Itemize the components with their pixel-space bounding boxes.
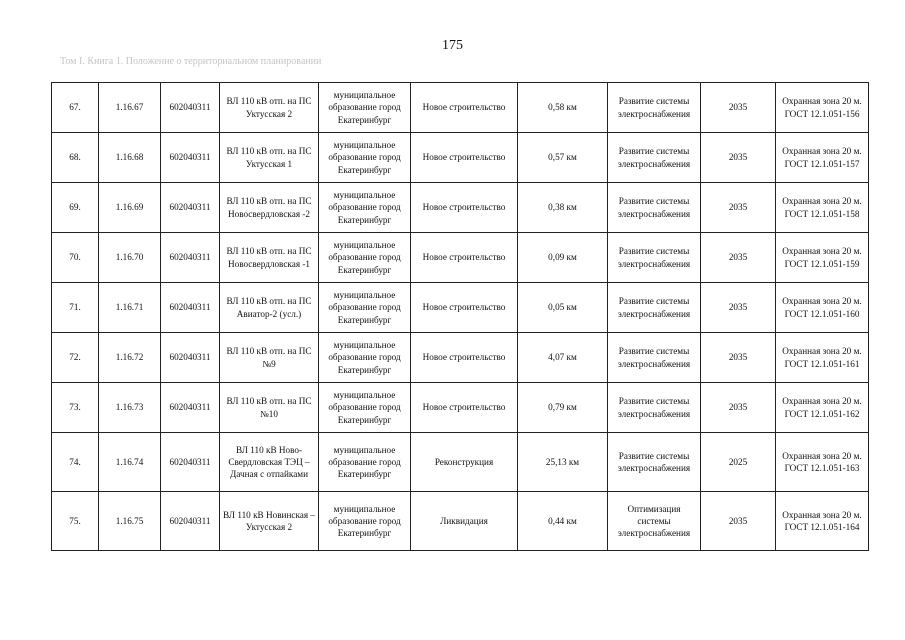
- object-id-cell: 1.16.69: [99, 183, 161, 233]
- work-type-cell: Новое строительство: [411, 133, 518, 183]
- length-cell: 0,58 км: [518, 83, 608, 133]
- table-row: [52, 433, 869, 492]
- protection-zone-cell: Охранная зона 20 м. ГОСТ 12.1.051-156: [776, 83, 869, 133]
- row-number-cell: 68.: [52, 133, 99, 183]
- location-cell: муниципальное образование город Екатеринбург: [319, 133, 411, 183]
- length-cell: 0,05 км: [518, 283, 608, 333]
- purpose-cell: Развитие системы электроснабжения: [608, 283, 701, 333]
- object-code-cell: 602040311: [161, 283, 220, 333]
- year-cell: 2035: [701, 83, 776, 133]
- object-code-cell: 602040311: [161, 333, 220, 383]
- protection-zone-cell: Охранная зона 20 м. ГОСТ 12.1.051-158: [776, 183, 869, 233]
- protection-zone-cell: Охранная зона 20 м. ГОСТ 12.1.051-157: [776, 133, 869, 183]
- table-row: [52, 283, 869, 333]
- row-number-cell: 70.: [52, 233, 99, 283]
- work-type-cell: Новое строительство: [411, 83, 518, 133]
- work-type-cell: Новое строительство: [411, 333, 518, 383]
- purpose-cell: Развитие системы электроснабжения: [608, 133, 701, 183]
- object-id-cell: 1.16.72: [99, 333, 161, 383]
- table-row: [52, 133, 869, 183]
- object-code-cell: 602040311: [161, 433, 220, 492]
- length-cell: 0,09 км: [518, 233, 608, 283]
- object-name-cell: ВЛ 110 кВ отп. на ПС №10: [220, 383, 319, 433]
- year-cell: 2035: [701, 133, 776, 183]
- row-number-cell: 73.: [52, 383, 99, 433]
- protection-zone-cell: Охранная зона 20 м. ГОСТ 12.1.051-160: [776, 283, 869, 333]
- year-cell: 2035: [701, 183, 776, 233]
- purpose-cell: Развитие системы электроснабжения: [608, 383, 701, 433]
- objects-table: [51, 82, 869, 551]
- purpose-cell: Развитие системы электроснабжения: [608, 333, 701, 383]
- object-id-cell: 1.16.75: [99, 492, 161, 551]
- object-name-cell: ВЛ 110 кВ Ново-Свердловская ТЭЦ – Дачная с отпайками: [220, 433, 319, 492]
- object-name-cell: ВЛ 110 кВ Новинская – Уктусская 2: [220, 492, 319, 551]
- table-row: [52, 183, 869, 233]
- length-cell: 0,57 км: [518, 133, 608, 183]
- year-cell: 2035: [701, 283, 776, 333]
- object-id-cell: 1.16.71: [99, 283, 161, 333]
- object-id-cell: 1.16.70: [99, 233, 161, 283]
- length-cell: 0,38 км: [518, 183, 608, 233]
- table-row: [52, 83, 869, 133]
- object-id-cell: 1.16.68: [99, 133, 161, 183]
- object-name-cell: ВЛ 110 кВ отп. на ПС Авиатор-2 (усл.): [220, 283, 319, 333]
- location-cell: муниципальное образование город Екатеринбург: [319, 492, 411, 551]
- object-code-cell: 602040311: [161, 383, 220, 433]
- year-cell: 2035: [701, 383, 776, 433]
- location-cell: муниципальное образование город Екатеринбург: [319, 233, 411, 283]
- object-name-cell: ВЛ 110 кВ отп. на ПС Уктусская 2: [220, 83, 319, 133]
- location-cell: муниципальное образование город Екатеринбург: [319, 433, 411, 492]
- work-type-cell: Новое строительство: [411, 383, 518, 433]
- work-type-cell: Ликвидация: [411, 492, 518, 551]
- year-cell: 2035: [701, 492, 776, 551]
- object-name-cell: ВЛ 110 кВ отп. на ПС Новосвердловская -1: [220, 233, 319, 283]
- object-code-cell: 602040311: [161, 133, 220, 183]
- length-cell: 4,07 км: [518, 333, 608, 383]
- purpose-cell: Оптимизация системы электроснабжения: [608, 492, 701, 551]
- row-number-cell: 74.: [52, 433, 99, 492]
- year-cell: 2025: [701, 433, 776, 492]
- object-code-cell: 602040311: [161, 233, 220, 283]
- length-cell: 0,79 км: [518, 383, 608, 433]
- row-number-cell: 72.: [52, 333, 99, 383]
- location-cell: муниципальное образование город Екатеринбург: [319, 383, 411, 433]
- object-id-cell: 1.16.73: [99, 383, 161, 433]
- purpose-cell: Развитие системы электроснабжения: [608, 433, 701, 492]
- length-cell: 25,13 км: [518, 433, 608, 492]
- year-cell: 2035: [701, 233, 776, 283]
- protection-zone-cell: Охранная зона 20 м. ГОСТ 12.1.051-161: [776, 333, 869, 383]
- location-cell: муниципальное образование город Екатеринбург: [319, 333, 411, 383]
- location-cell: муниципальное образование город Екатеринбург: [319, 183, 411, 233]
- row-number-cell: 69.: [52, 183, 99, 233]
- work-type-cell: Новое строительство: [411, 233, 518, 283]
- page-number: 175: [442, 38, 463, 53]
- row-number-cell: 67.: [52, 83, 99, 133]
- table-row: [52, 333, 869, 383]
- work-type-cell: Реконструкция: [411, 433, 518, 492]
- object-name-cell: ВЛ 110 кВ отп. на ПС №9: [220, 333, 319, 383]
- row-number-cell: 75.: [52, 492, 99, 551]
- work-type-cell: Новое строительство: [411, 283, 518, 333]
- purpose-cell: Развитие системы электроснабжения: [608, 233, 701, 283]
- work-type-cell: Новое строительство: [411, 183, 518, 233]
- row-number-cell: 71.: [52, 283, 99, 333]
- object-name-cell: ВЛ 110 кВ отп. на ПС Новосвердловская -2: [220, 183, 319, 233]
- running-header: Том I. Книга 1. Положение о территориальном планировании: [60, 56, 322, 67]
- year-cell: 2035: [701, 333, 776, 383]
- location-cell: муниципальное образование город Екатеринбург: [319, 283, 411, 333]
- purpose-cell: Развитие системы электроснабжения: [608, 183, 701, 233]
- object-code-cell: 602040311: [161, 183, 220, 233]
- protection-zone-cell: Охранная зона 20 м. ГОСТ 12.1.051-159: [776, 233, 869, 283]
- table-row: [52, 492, 869, 551]
- protection-zone-cell: Охранная зона 20 м. ГОСТ 12.1.051-162: [776, 383, 869, 433]
- length-cell: 0,44 км: [518, 492, 608, 551]
- object-code-cell: 602040311: [161, 492, 220, 551]
- object-code-cell: 602040311: [161, 83, 220, 133]
- table-row: [52, 383, 869, 433]
- object-id-cell: 1.16.67: [99, 83, 161, 133]
- location-cell: муниципальное образование город Екатеринбург: [319, 83, 411, 133]
- object-name-cell: ВЛ 110 кВ отп. на ПС Уктусская 1: [220, 133, 319, 183]
- purpose-cell: Развитие системы электроснабжения: [608, 83, 701, 133]
- protection-zone-cell: Охранная зона 20 м. ГОСТ 12.1.051-164: [776, 492, 869, 551]
- table-row: [52, 233, 869, 283]
- object-id-cell: 1.16.74: [99, 433, 161, 492]
- protection-zone-cell: Охранная зона 20 м. ГОСТ 12.1.051-163: [776, 433, 869, 492]
